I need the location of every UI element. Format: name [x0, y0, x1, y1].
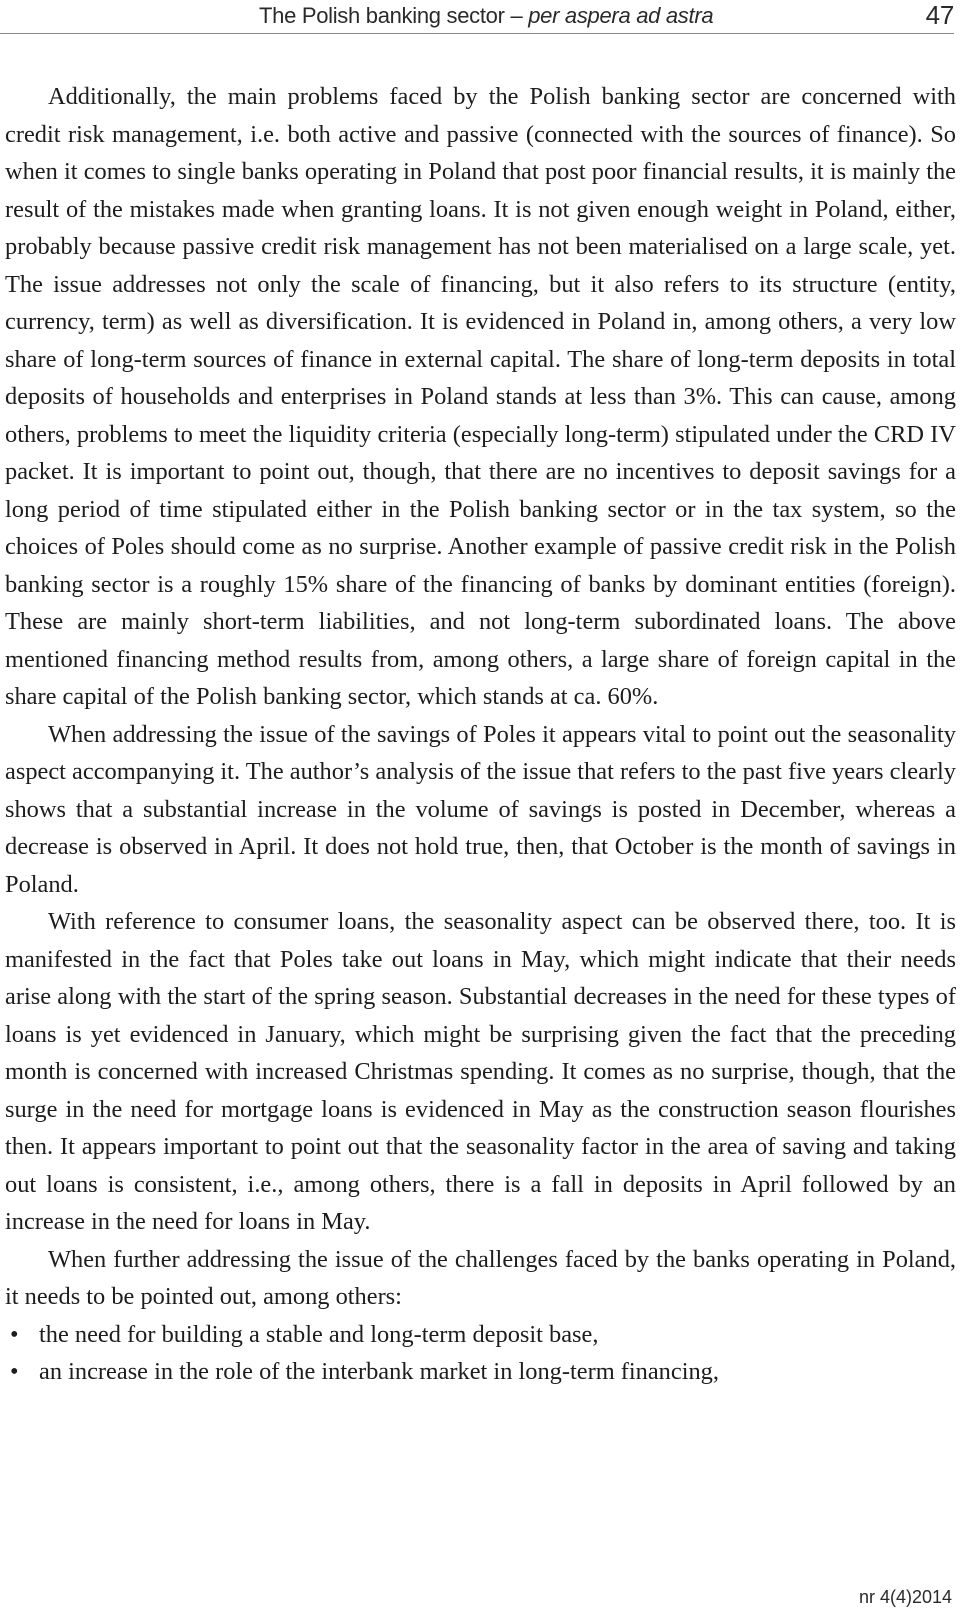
issue-footer: nr 4(4)2014: [858, 1587, 952, 1607]
paragraph-challenges-intro: When further addressing the issue of the challenges faced by the banks operating in Poland, it needs to be pointed out, among others:: [5, 1245, 956, 1310]
paragraph-consumer-loans: With reference to consumer loans, the seasonality aspect can be observed there, too. It is manifested in the fact that Poles take out loans in May, which might indicate that their needs arise along with the start of the spring season. Substantial decreases in the need for these types of loans is yet evidenced in January, which might be surprising given the fact that the preceding month is concerned with increased Christmas spending. It comes as no surprise, though, that the surge in the need for mortgage loans is evidenced in May as the construction season flourishes then. It appears important to point out that the seasonality factor in the area of saving and taking out loans is consistent, i.e., among others, there is a fall in deposits in April followed by an increase in the need for loans in May.: [5, 908, 956, 1235]
challenges-list: [5, 1316, 956, 1391]
list-item-text: an increase in the role of the interbank market in long-term financing,: [39, 1358, 719, 1385]
paragraph-savings-seasonality: When addressing the issue of the savings of Poles it appears vital to point out the seasonality aspect accompanying it. The author’s analysis of the issue that refers to the past five years clearly shows that a substantial increase in the volume of savings is posted in December, whereas a decrease is observed in April. It does not hold true, then, that October is the month of savings in Poland.: [5, 720, 956, 898]
list-item: [5, 1353, 956, 1391]
paragraph-credit-risk: Additionally, the main problems faced by the Polish banking sector are concerned with credit risk management, i.e. both active and passive (connected with the sources of finance). So when it comes to single banks operating in Poland that post poor financial results, it is mainly the result of the mistakes made when granting loans. It is not given enough weight in Poland, either, probably because passive credit risk management has not been materialised on a large scale, yet. The issue addresses not only the scale of financing, but it also refers to its structure (entity, currency, term) as well as diversification. It is evidenced in Poland in, among others, a very low share of long-term sources of finance in external capital. The share of long-term deposits in total deposits of households and enterprises in Poland stands at less than 3%. This can cause, among others, problems to meet the liquidity criteria (especially long-term) stipulated under the CRD IV packet. It is important to point out, though, that there are no incentives to deposit savings for a long period of time stipulated either in the Polish banking sector or in the tax system, so the choices of Poles should come as no surprise. Another example of passive credit risk in the Polish banking sector is a roughly 15% share of the financing of banks by dominant entities (foreign). These are mainly short-term liabilities, and not long-term subordinated loans. The above mentioned financing method results from, among others, a large share of foreign capital in the share capital of the Polish banking sector, which stands at ca. 60%.: [5, 83, 956, 710]
list-item-text: the need for building a stable and long-term deposit base,: [39, 1320, 599, 1348]
running-head-title-italic: per aspera ad astra: [528, 3, 714, 28]
list-item: [5, 1316, 956, 1354]
article-body: [5, 78, 956, 1391]
running-head-title: [259, 3, 713, 29]
bullet-icon: •: [10, 1358, 19, 1385]
running-head: [0, 0, 954, 34]
bullet-icon: •: [10, 1320, 19, 1348]
running-head-title-plain: The Polish banking sector –: [259, 3, 529, 28]
page-number: 47: [925, 0, 954, 30]
